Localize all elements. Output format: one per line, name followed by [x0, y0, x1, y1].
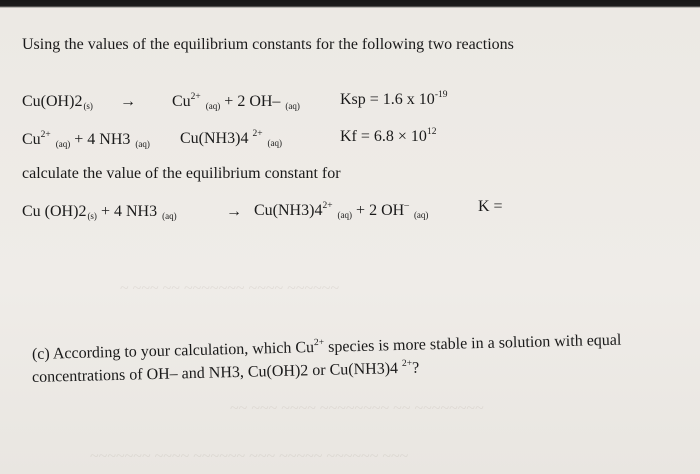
reaction-3-product-2-charge: – [404, 201, 409, 211]
ksp-label: Ksp = 1.6 x 10 [340, 91, 435, 108]
reaction-2-product-charge: 2+ [252, 129, 263, 139]
reaction-3-plus-oh: + 2 OH [356, 202, 405, 219]
reaction-2-product-state: (aq) [267, 138, 283, 148]
reaction-2-reactant-2-state: (aq) [135, 139, 150, 149]
reaction-2-product [180, 129, 282, 148]
reaction-2-reactants [22, 130, 150, 149]
kf-value [340, 127, 436, 146]
question-c-text-a: (c) According to your calculation, which Cu [31, 339, 315, 363]
reaction-3-plus-nh3: + 4 NH3 [100, 203, 158, 220]
reaction-3-product-1-state: (aq) [337, 210, 353, 220]
ksp-value [340, 90, 447, 109]
reaction-3-product-1: Cu(NH3)4 [254, 202, 323, 219]
reaction-1-product-1: Cu [172, 93, 191, 110]
calculation-prompt: calculate the value of the equilibrium constant for [22, 165, 341, 182]
instruction-title: Using the values of the equilibrium constants for the following two reactions [22, 36, 514, 53]
reaction-3-reactant-1-state: (s) [87, 211, 97, 221]
reaction-2-reactant-1-charge: 2+ [40, 130, 51, 140]
kf-exponent: 12 [426, 127, 437, 137]
reaction-1-product-1-state: (aq) [205, 101, 221, 111]
bleed-through-text: ~ ~~~ ~~ ~~~~~~~ ~~~~ ~~~~~~ [120, 280, 340, 297]
reaction-3-product-1-charge: 2+ [322, 201, 333, 211]
reaction-1-reactant-formula: Cu(OH)2 [22, 93, 83, 110]
reaction-1-products [172, 92, 300, 111]
reaction-1-product-2: 2 OH– [237, 93, 281, 110]
reaction-1-arrow: → [120, 93, 136, 110]
reaction-3-reactant-1: Cu (OH)2 [22, 203, 87, 220]
kf-label: Kf = 6.8 × 10 [340, 128, 427, 145]
question-c-end: ? [411, 359, 420, 377]
reaction-2-product-formula: Cu(NH3)4 [180, 130, 249, 147]
question-c-text-c: concentrations of OH– and NH3, Cu(OH)2 or Cu(NH3)4 [31, 360, 399, 386]
reaction-1-plus: + [224, 93, 234, 110]
reaction-2-reactant-1-state: (aq) [55, 139, 71, 149]
reaction-3-reactants [22, 203, 177, 221]
bleed-through-text: ~~~~~~~ ~~~~ ~~~~~~ ~~~ ~~~~~ ~~~~~~ ~~~ [90, 448, 409, 465]
reaction-2-plus-nh3: + 4 NH3 [74, 131, 131, 148]
reaction-1-product-2-state: (aq) [285, 101, 300, 111]
reaction-3-product-2-state: (aq) [413, 210, 429, 220]
reaction-3-reactant-2-state: (aq) [162, 211, 177, 221]
reaction-1-reactant [22, 93, 93, 111]
question-c-charge-2: 2+ [401, 358, 413, 369]
reaction-1-reactant-state: (s) [83, 101, 93, 111]
question-c-charge-1: 2+ [313, 337, 325, 349]
question-c-text-b: species is more stable in a solution with equal [327, 331, 622, 356]
reaction-2-reactant-1: Cu [22, 131, 41, 148]
ksp-exponent: -19 [434, 90, 448, 100]
document-page [0, 8, 700, 474]
reaction-3-products [254, 201, 428, 220]
question-c-line-1 [32, 331, 622, 364]
question-c-line-2 [32, 359, 420, 387]
reaction-3-arrow: → [226, 203, 242, 220]
k-answer-label: K = [478, 198, 503, 215]
bleed-through-text: ~~ ~~~ ~~~~ ~~~~~~~~ ~~ ~~~~~~~~ [230, 400, 484, 417]
reaction-1-product-1-charge: 2+ [190, 92, 201, 102]
